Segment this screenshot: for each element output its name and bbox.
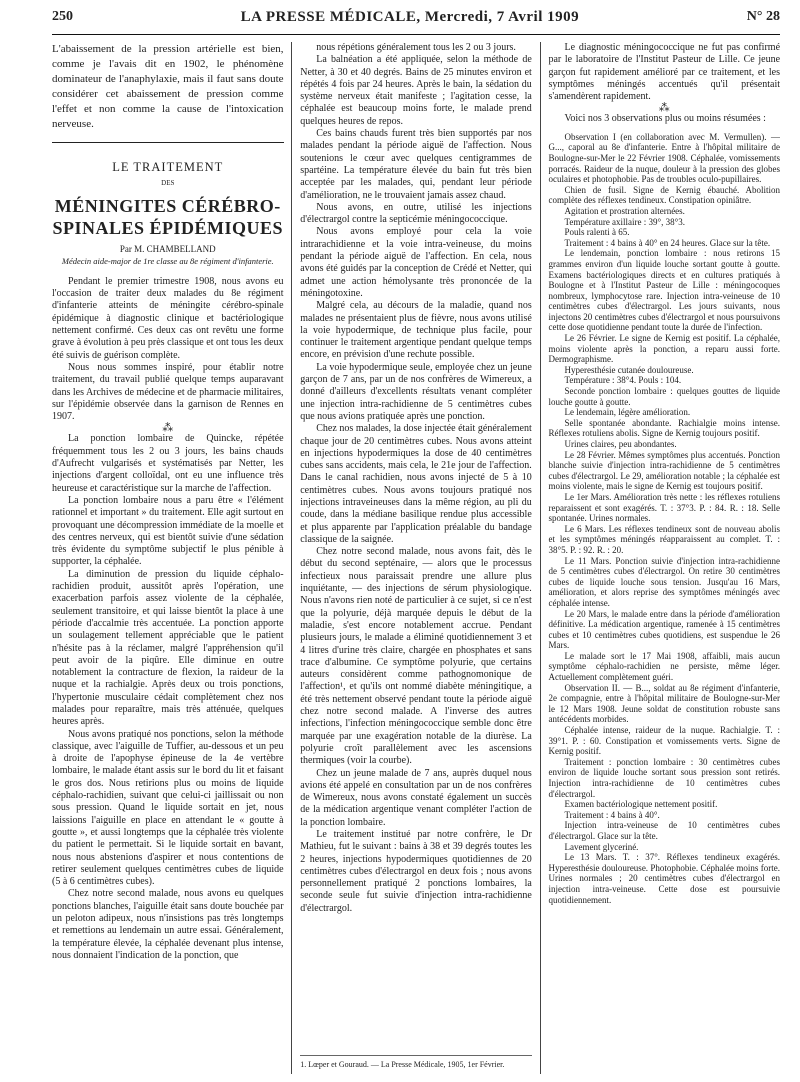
journal-title: LA PRESSE MÉDICALE, Mercredi, 7 Avril 1909 (240, 8, 580, 25)
col1-paragraphs-b (52, 433, 284, 962)
asterism: ⁂ (658, 102, 670, 115)
body-paragraph: Malgré cela, au décours de la maladie, quand nos malades ne présentaient plus de fièvre, nous avons utilisé la voie hypodermique, de technique plus facile, pour continuer le traitement argentique pendant quelque temps encore, en prévision d'une rechute possible. (300, 300, 532, 361)
observation-paragraph: Pouls ralenti à 65. (564, 227, 630, 238)
col2-paragraphs (300, 42, 532, 915)
observation-paragraph: Selle spontanée abondante. Rachialgie moins intense. Réflexes rotuliens abolis. Signe de Kernig toujours positif. (548, 417, 781, 439)
author: Par M. CHAMBELLAND (119, 243, 216, 254)
article-title: MÉNINGITES CÉRÉBRO-SPINALES ÉPIDÉMIQUES (52, 195, 284, 238)
observation-paragraph: Traitement : 4 bains à 40° en 24 heures. Glace sur la tête. (564, 237, 771, 248)
observation-paragraph: Hyperesthésie cutanée douloureuse. (564, 364, 694, 375)
intro-paragraph: L'abaissement de la pression artérielle est bien, comme je l'avais dit en 1902, le phénomène dominateur de l'anaphylaxie, mais il faut sans doute considérer cet abaissement de pression comme l'effet et non comme la cause de l'intoxication nerveuse. (52, 43, 284, 130)
body-paragraph: nous répétions généralement tous les 2 ou 3 jours. (316, 42, 516, 53)
observation-paragraph: Le malade sort le 17 Mai 1908, affaibli, mais aucun symptôme céphalo-rachidien ne persiste, même léger. Actuellement complètement guéri. (548, 650, 781, 683)
asterism: ⁂ (162, 422, 174, 435)
running-header (52, 0, 780, 34)
column-divider (291, 42, 292, 1074)
observation-paragraph: Urines claires, peu abondantes. (564, 439, 677, 449)
body-paragraph: Nous avons pratiqué nos ponctions, selon la méthode classique, avec l'aiguille de Tuffier, au-dessous et un peu à droite de l'apophyse épineuse de la 4e vertèbre lombaire, le malade étant assis sur le bord du lit et faisant le gros dos. Nous retirions plus ou moins de liquide céphalo-rachidien, suivant que celui-ci jaillissait ou non sous pression. Quand le liquide sortait en jet, nous laissions l'aiguille en place en attendant le « goutte à goutte », et aussi longtemps que la céphalée très violente du patient le permettait. Si le liquide sortait en bavant, nous nous abstenions d'aspirer et nous contentions de retirer seulement quelques centimètres cubes de liquide (5 à 6 centimètres cubes). (52, 728, 284, 888)
observation-paragraph: Seconde ponction lombaire : quelques gouttes de liquide louche goutte à goutte. (548, 386, 781, 407)
header-rule (52, 34, 780, 35)
columns (52, 42, 780, 1074)
body-paragraph: Ces bains chauds furent très bien supportés par nos malades pendant la période aiguë de l'affection. Nous soutenions le cœur avec quelques centigrammes de spartéine. La température élevée du bain fut très bien acceptée par les malades, qui, pendant leur période d'amélioration, ne le trouvaient jamais assez chaud. (300, 128, 532, 201)
body-paragraph: Chez nos malades, la dose injectée était généralement chaque jour de 20 centimètres cubes. Nous avons atteint en injections hypodermiques la dose de 40 centimètres cubes sans accidents, mais cela, le 21e jour de l'affection. Dans le canal rachidien, nous avons injecté de 5 à 10 centimètres cubes. Nous avons toujours pratiqué nos injections intraveineuses dans la même région, au pli du coude, dans la médiane basilique rendue plus accessible et plus apparente par l'application préalable du bandage classique de la saignée. (300, 423, 532, 545)
observation-paragraph: Examen bactériologique nettement positif. (564, 799, 718, 810)
body-paragraph: Chez notre second malade, nous avons fait, dès le début du second septénaire, — alors que le processus infectieux nous paraissait prendre une allure plus inquiétante, — des injections de sérum physiologique. Nous n'avons rien noté de particulier à ce sujet, si ce n'est que la polyurie, déjà marquée depuis le début de la maladie, s'est encore notablement accrue. Pendant plusieurs jours, le malade a éliminé quotidiennement 3 et 4 litres d'urine très claire, chargée en phosphates et sans trace d'albumine. Ce symptôme polyurie, que certains auteurs considèrent comme pathognomonique de l'affection¹, et qu'ils ont nommé diabète méningitique, a été très nettement observé pendant toute la période aiguë chez notre second malade. A l'inverse des autres infections, l'infection méningococcique semble donc être marquée par une exagération notable de la diurèse. La polyurie croît parallèlement avec les ascensions thermiques (voir la courbe). (300, 546, 532, 767)
observation-paragraph: Le lendemain, ponction lombaire : nous retirons 15 grammes environ d'un liquide louche sortant goutte à goutte. Examens bactériologiques directs et en cultures pratiqués à Boulogne et à l'Institut Pasteur de Lille : méningocoques nombreux, lymphocytose rare. Injection intra-veineuse de 10 centimètres cubes d'électrargol. Les jours suivants, nous injectons 20 centimètres cubes d'électrargol et nous poursuivons cette dose quotidienne pendant toute la durée de l'infection. (548, 248, 781, 333)
author-affiliation: Médecin aide-major de 1re classe au 8e régiment d'infanterie. (61, 255, 274, 266)
body-paragraph: La voie hypodermique seule, employée chez un jeune garçon de 7 ans, par un de nos confrères de Wimereux, a donné d'ailleurs d'excellents résultats venant compléter une injection intra-rachidienne de 5 centimètres cubes que nous avions pratiquée après une ponction. (300, 361, 532, 422)
body-paragraph: Le diagnostic méningococcique ne fut pas confirmé par le laboratoire de l'Institut Pasteur de Lille. Ce jeune garçon fut rapidement amélioré par ce traitement, et les symptômes méningés accentués qu'il présentait s'amendèrent rapidement. (548, 42, 781, 103)
body-paragraph: Nous avons employé pour cela la voie intrarachidienne et la voie intra-veineuse, du moins pendant la période aiguë de l'affection. En cela, nous avons été guidés par la conception de Crédé et Netter, qui admet une action hémolysante très prononcée de la méningotoxine. (300, 226, 532, 299)
observations (548, 132, 780, 905)
observation-paragraph: Le 6 Mars. Les réflexes tendineux sont de nouveau abolis et les symptômes méningés réapparaissent au complet. T. : 38°5. P. : 92. R. : 20. (548, 523, 781, 555)
observation-paragraph: Traitement : 4 bains à 40°. (564, 809, 660, 820)
observation-paragraph: Injection intra-veineuse de 10 centimètres cubes d'électrargol. Glace sur la tête. (548, 820, 781, 841)
body-paragraph: Chez notre second malade, nous avons eu quelques ponctions blanches, l'aiguille était sans doute bouchée par un peloton adipeux, nous n'insistions pas très longtemps et remettions au lendemain un autre essai. Généralement, la température élevée, la céphalée devenant plus intense, nous donnaient l'indication de la ponction, que (52, 888, 284, 961)
column-2 (300, 42, 532, 1074)
title-line-2: DES (161, 179, 175, 188)
observation-paragraph: Observation I (en collaboration avec M. Vermullen). — G..., caporal au 8e d'infanterie. Entre à l'hôpital militaire de Boulogne-sur-Mer le 22 Février 1908. Céphalée, vomissements porracés. Raideur de la nuque, douleur à la pression des globes oculaires et photophobie. Pas de troubles oculo-pupillaires. (548, 131, 781, 185)
observation-paragraph: Le lendemain, légère amélioration. (564, 407, 691, 418)
issue-number: N° 28 (746, 9, 780, 24)
observation-paragraph: Observation II. — B..., soldat au 8e régiment d'infanterie, 2e compagnie, entre à l'hôpital militaire de Boulogne-sur-Mer le 12 Mars 1908. Jeune soldat de constitution robuste sans antécédents morbides. (548, 682, 781, 725)
footnote: 1. Lœper et Gouraud. — La Presse Médicale, 1905, 1er Février. (300, 1055, 532, 1070)
observation-paragraph: Le 28 Février. Mêmes symptômes plus accentués. Ponction blanche suivie d'injection intra-rachidienne de 5 centimètres cubes d'électrargol. Le 29, amélioration notable ; la céphalée est moins violente, mais le signe de Kernig est toujours positif. (548, 449, 781, 492)
page-number: 250 (52, 9, 73, 24)
body-paragraph: Nous nous sommes inspiré, pour établir notre traitement, du travail publié quelque temps auparavant dans les Archives de médecine et de pharmacie militaires, sur l'épidémie observée dans la garnison de Rennes en 1907. (52, 361, 284, 423)
observation-paragraph: Le 11 Mars. Ponction suivie d'injection intra-rachidienne de 5 centimètres cubes d'électrargol. On retire 30 centimètres cubes de liquide louche sous tension. Jusqu'au 16 Mars, amélioration, et alors reprise des symptômes méningés avec céphalée intense. (548, 555, 781, 608)
body-paragraph: La balnéation a été appliquée, selon la méthode de Netter, à 30 et 40 degrés. Bains de 25 minutes environ et répétés 4 fois par 24 heures. Après le bain, la sédation du système nerveux était manifeste ; l'agitation cesse, la céphalée est beaucoup moins forte, le malade prend quelques heures de repos. (300, 54, 532, 127)
observation-paragraph: Agitation et prostration alternées. (564, 205, 685, 216)
col1-paragraphs-a (52, 276, 284, 424)
observation-paragraph: Température axillaire : 39°, 38°3. (564, 216, 685, 227)
intro-paragraph-wrap (52, 42, 284, 132)
body-paragraph: Chez un jeune malade de 7 ans, auprès duquel nous avions été appelé en consultation par un de nos confrères de Wimereux, nous avons constaté également un succès de la médication argentique venant compléter l'action de la ponction lombaire. (300, 767, 532, 828)
observation-paragraph: Chien de fusil. Signe de Kernig ébauché. Abolition complète des réflexes tendineux. Constipation opiniâtre. (548, 184, 781, 206)
body-paragraph: La diminution de pression du liquide céphalo-rachidien produit, aussitôt après l'opération, une exacerbation parfois assez violente de la céphalée, seulement transitoire, et qui laisse bientôt la place à une période d'accalmie très accentuée. La ponction apporte un soulagement tellement appréciable que le patient n'hésite pas à la réclamer, malgré l'appréhension qu'il peut avoir de la piqûre. Elle diminue en outre notablement la contracture de flexion, la raideur de la nuque et la rachialgie. Après deux ou trois ponctions, l'hypertonie musculaire cédait complètement chez nos malades pour reparaître, mais très atténuée, quelques heures après. (52, 568, 284, 728)
observation-paragraph: Le 1er Mars. Amélioration très nette : les réflexes rotuliens reparaissent et sont exagérés. T. : 37°3. P. : 84. R. : 18. Selle spontanée. Urines normales. (548, 491, 781, 524)
body-paragraph: Le traitement institué par notre confrère, le Dr Mathieu, fut le suivant : bains à 38 et 39 degrés toutes les 2 heures, injections hypodermiques quotidiennes de 20 centimètres cubes d'électrargol en deux fois ; nous avons personnellement pratiqué 2 ponctions lombaires, la seconde seule fut suivie d'injection intra-rachidienne d'électrargol. (300, 829, 532, 914)
column-1 (52, 42, 284, 1074)
title-line-1: LE TRAITEMENT (112, 160, 224, 174)
observation-paragraph: Le 20 Mars, le malade entre dans la période d'amélioration définitive. La médication argentique, ramenée à 15 centimètres cubes et 10 centimètres cubes quotidiens, est suspendue le 26 Mars. (548, 608, 781, 651)
column-3 (548, 42, 780, 1074)
observations-lead: Voici nos 3 observations plus ou moins résumées : (564, 113, 766, 125)
body-paragraph: Pendant le premier trimestre 1908, nous avons eu l'occasion de traiter deux malades du 8e régiment d'infanterie atteints de méningite cérébro-spinale épidémique à diagnostic clinique et bactériologique nettement confirmé. Ces deux cas ont revêtu une forme grave à évolution à peu près classique et ont tous les deux été suivis de guérison complète. (52, 275, 284, 361)
observation-paragraph: Céphalée intense, raideur de la nuque. Rachialgie. T. : 39°1. P. : 60. Constipation et vomissements verts. Signe de Kernig positif. (548, 725, 781, 757)
body-paragraph: Nous avons, en outre, utilisé les injections d'électrargol contre la septicémie méningococcique. (300, 201, 532, 226)
observation-paragraph: Température : 38°4. Pouls : 104. (564, 375, 682, 386)
body-paragraph: La ponction lombaire de Quincke, répétée fréquemment tous les 2 ou 3 jours, les bains chauds d'Aufrecht vulgarisés et systématisés par Netter, les injections d'argent colloïdal, ont eu une influence très heureuse et caractéristique sur la marche de l'affection. (52, 433, 284, 494)
observation-paragraph: Traitement : ponction lombaire : 30 centimètres cubes environ de liquide louche sortant sous pression sont retirés. Injection intra-rachidienne de 10 centimètres cubes d'électrargol. (548, 756, 781, 799)
article-title-block (52, 142, 284, 266)
observation-paragraph: Lavement glyceriné. (564, 841, 639, 852)
observation-paragraph: Le 26 Février. Le signe de Kernig est positif. La céphalée, moins violente après la ponction, a reparu aussi forte. Dermographisme. (548, 333, 781, 365)
observation-paragraph: Le 13 Mars. T. : 37°. Réflexes tendineux exagérés. Hyperesthésie douloureuse. Photophobie. Céphalée moins forte. Urines normales ; 20 centimètres cubes d'électrargol en injection intra-veineuse. Cette dose est poursuivie quotidiennement. (548, 852, 781, 905)
column-divider (540, 42, 541, 1074)
col3-paragraphs (548, 42, 780, 103)
body-paragraph: La ponction lombaire nous a paru être « l'élément rationnel et important » du traitement. Elle agit surtout en provoquant une décompression immédiate de la moelle et des centres nerveux, qui est bientôt suivie d'une sédation très évidente du symptôme subjectif le plus pénible à supporter, la céphalée. (52, 494, 284, 568)
